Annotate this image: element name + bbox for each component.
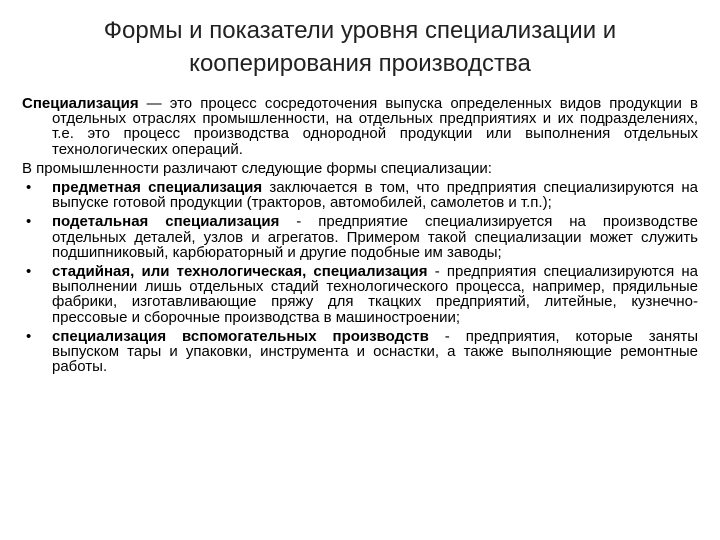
definition-term: Специализация — [22, 95, 139, 112]
definition-paragraph — [22, 96, 698, 157]
bullet-icon: • — [26, 263, 32, 281]
bullet-icon: • — [26, 213, 32, 231]
slide-body — [22, 96, 698, 378]
list-item-term: подетальная специализация — [52, 213, 280, 231]
intro-paragraph: В промышленности различают следующие формы специализации: — [22, 159, 492, 177]
slide-title: Формы и показатели уровня специализации и кооперирования производства — [103, 17, 617, 77]
list-item — [22, 214, 698, 260]
list-item — [22, 329, 698, 375]
list-item-text: - предприятия, которые заняты выпуском тары и упаковки, инструмента и оснастки, а также выполняющие ремонтные работы. — [52, 327, 698, 376]
list-item — [22, 180, 698, 210]
bullet-icon: • — [26, 179, 32, 197]
list-item-term: стадийная, или технологическая, специализация — [52, 263, 428, 281]
list-item-text: - предприятия специализируются на выполнении лишь отдельных стадий технологического процесса, например, прядильные фабрики, изготавливающие пряжу для ткацких предприятий, литейные, кузнечно-прессовые и сборочные производства в машиностроении; — [52, 263, 698, 326]
list-item — [22, 264, 698, 325]
definition-text: — это процесс сосредоточения выпуска определенных видов продукции в отдельных отраслях промышленности, на отдельных предприятиях и их подразделениях, т.е. это процесс производства однородной продукции или выполнения отдельных технологических операций. — [52, 95, 698, 158]
list-item-text: - предприятие специализируется на производстве отдельных деталей, узлов и агрегатов. Примером такой специализации может служить подшипниковый, карбюраторный и другие подобные им заводы; — [52, 213, 698, 261]
list-item-term: специализация вспомогательных производств — [52, 327, 429, 345]
list-item-text: заключается в том, что предприятия специализируются на выпуске готовой продукции (тракторов, автомобилей, самолетов и т.п.); — [52, 179, 698, 212]
list-item-term: предметная специализация — [52, 179, 263, 197]
bullet-icon: • — [26, 327, 32, 345]
